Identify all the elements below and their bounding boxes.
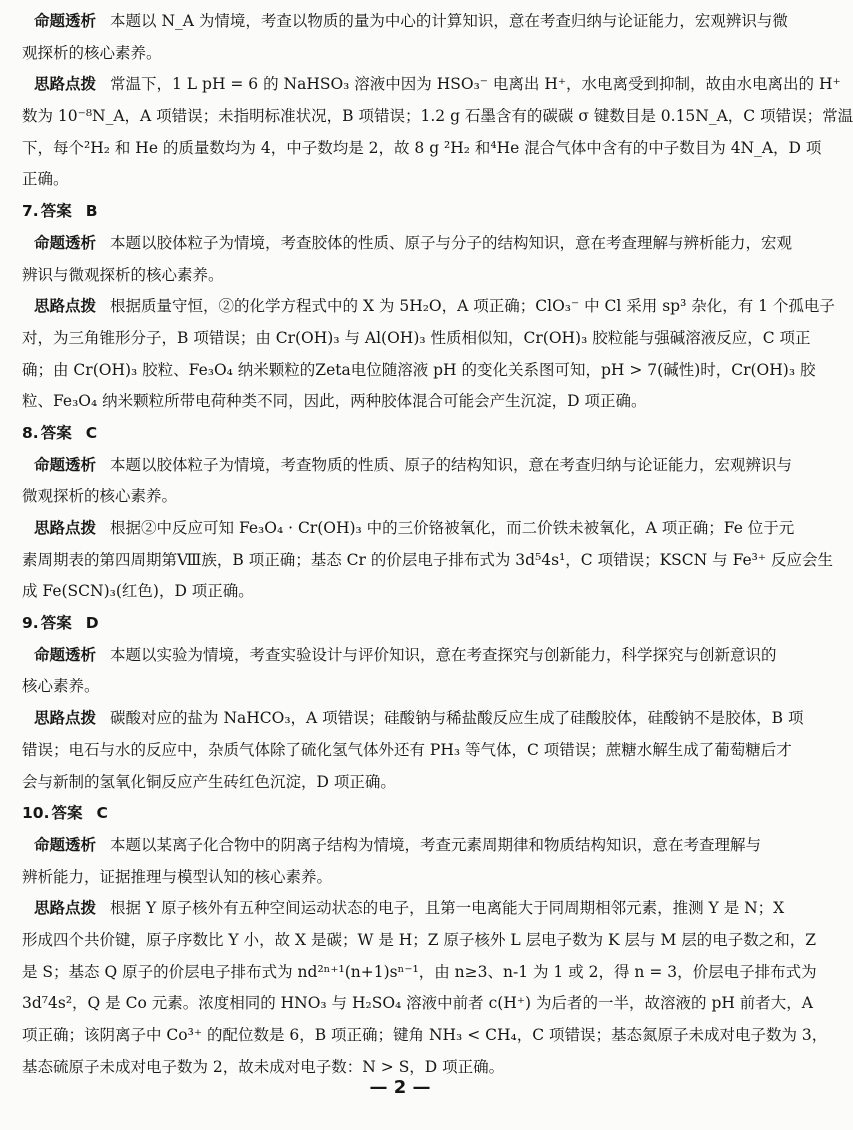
q10-analysis-text: 本题以某离子化合物中的阴离子结构为情境，考查元素周期律和物质结构知识，意在考查理解与 <box>110 835 762 854</box>
q10-hint-line-2: 形成四个共价键，原子序数比 Y 小，故 X 是碳；W 是 H；Z 原子核外 L 层电子数为 K 层与 M 层的电子数之和，Z <box>22 930 817 949</box>
q6-hint-line-2: 数为 10⁻⁸N_A，A 项错误；未指明标准状况，B 项错误；1.2 g 石墨含有的碳碳 σ 键数目是 0.15N_A，C 项错误；常温 <box>22 107 853 126</box>
q9-analysis-line-1 <box>22 640 777 672</box>
q10-hint-text: 根据 Y 原子核外有五种空间运动状态的电子，且第一电离能大于同周期相邻元素，推测 Y 是 N；X <box>110 899 785 918</box>
q8-analysis-text: 本题以胶体粒子为情境，考查物质的性质、原子的结构知识，意在考查归纳与论证能力，宏观辨识与 <box>110 455 793 474</box>
q6-hint-text: 常温下，1 L pH = 6 的 NaHSO₃ 溶液中因为 HSO₃⁻ 电离出 H⁺，水电离受到抑制，故由水电离出的 H⁺ <box>110 75 841 94</box>
q10-hint-line-1 <box>22 893 785 925</box>
q10-hint-line-4: 3d⁷4s²，Q 是 Co 元素。浓度相同的 HNO₃ 与 H₂SO₄ 溶液中前者 c(H⁺) 为后者的一半，故溶液的 pH 前者大，A <box>22 994 814 1013</box>
q8-answer-heading <box>22 418 760 450</box>
q7-hint-line-1 <box>22 291 835 323</box>
q7-analysis-label: 命题透析 <box>34 233 97 252</box>
q7-answer-heading <box>22 196 760 228</box>
q7-answer-value: B <box>85 202 98 221</box>
q9-answer-heading <box>22 608 760 640</box>
q10-analysis-line-2: 辨析能力，证据推理与模型认知的核心素养。 <box>22 867 333 886</box>
q8-hint-line-2: 素周期表的第四周期第Ⅷ族，B 项正确；基态 Cr 的价层电子排布式为 3d⁵4s¹，C 项错误；KSCN 与 Fe³⁺ 反应会生 <box>22 550 833 569</box>
q7-hint-label: 思路点拨 <box>34 297 97 316</box>
q9-analysis-text: 本题以实验为情境，考查实验设计与评价知识，意在考查探究与创新能力，科学探究与创新意识的 <box>110 645 777 664</box>
q9-analysis-line-2: 核心素养。 <box>22 677 100 696</box>
q9-analysis-label: 命题透析 <box>34 645 97 664</box>
q8-analysis-line-1 <box>22 450 793 482</box>
q6-analysis-label: 命题透析 <box>34 12 97 30</box>
q8-hint-line-1 <box>22 513 795 545</box>
q10-hint-line-3: 是 S；基态 Q 原子的价层电子排布式为 nd²ⁿ⁺¹(n+1)sⁿ⁻¹，由 n≥3、n-1 为 1 或 2，得 n = 3，价层电子排布式为 <box>22 962 817 981</box>
q7-analysis-text: 本题以胶体粒子为情境，考查胶体的性质、原子与分子的结构知识，意在考查理解与辨析能力，宏观 <box>110 233 793 252</box>
q6-analysis-line-1 <box>22 6 788 38</box>
q9-answer-label: 答案 <box>40 614 72 633</box>
q9-hint-line-3: 会与新制的氢氧化铜反应产生砖红色沉淀，D 项正确。 <box>22 772 396 791</box>
q6-analysis-line-2: 观探析的核心素养。 <box>22 43 162 62</box>
q10-answer-heading <box>22 798 760 830</box>
q7-analysis-line-2: 辨识与微观探析的核心素养。 <box>22 265 224 284</box>
q8-hint-text: 根据②中反应可知 Fe₃O₄ · Cr(OH)₃ 中的三价铬被氧化，而二价铁未被氧化，A 项正确；Fe 位于元 <box>110 519 795 537</box>
q8-analysis-line-2: 微观探析的核心素养。 <box>22 487 178 506</box>
q10-analysis-line-1 <box>22 830 760 862</box>
page-number: — 2 — <box>369 1077 431 1098</box>
q10-hint-line-5: 项正确；该阴离子中 Co³⁺ 的配位数是 6，B 项正确；键角 NH₃ < CH₄，C 项错误；基态氮原子未成对电子数为 3， <box>22 1026 828 1044</box>
q6-hint-line-3: 下，每个²H₂ 和 He 的质量数均为 4，中子数均是 2，故 8 g ²H₂ 和⁴He 混合气体中含有的中子数目为 4N_A，D 项 <box>22 138 822 157</box>
q10-hint-line-6: 基态硫原子未成对电子数为 2，故未成对电子数：N > S，D 项正确。 <box>22 1057 505 1076</box>
q10-hint-label: 思路点拨 <box>34 899 97 918</box>
q7-hint-text: 根据质量守恒，②的化学方程式中的 X 为 5H₂O，A 项正确；ClO₃⁻ 中 Cl 采用 sp³ 杂化，有 1 个孤电子 <box>110 297 835 316</box>
q9-hint-text: 碳酸对应的盐为 NaHCO₃，A 项错误；硅酸钠与稀盐酸反应生成了硅酸胶体，硅酸钠不是胶体，B 项 <box>110 709 804 728</box>
q7-hint-line-4: 粒、Fe₃O₄ 纳米颗粒所带电荷种类不同，因此，两种胶体混合可能会产生沉淀，D 项正确。 <box>22 392 647 411</box>
q8-answer-value: C <box>85 423 98 442</box>
q10-number: 10. <box>22 804 50 823</box>
q6-hint-label: 思路点拨 <box>34 75 97 94</box>
q8-answer-label: 答案 <box>40 423 72 442</box>
q7-hint-line-3: 确；由 Cr(OH)₃ 胶粒、Fe₃O₄ 纳米颗粒的Zeta电位随溶液 pH 的变化关系图可知，pH > 7(碱性)时，Cr(OH)₃ 胶 <box>22 360 816 379</box>
q6-analysis-text: 本题以 N_A 为情境，考查以物质的量为中心的计算知识，意在考查归纳与论证能力，宏观辨识与微 <box>110 12 788 30</box>
q6-hint-line-4: 正确。 <box>22 170 69 189</box>
q10-analysis-label: 命题透析 <box>34 835 97 854</box>
q7-hint-line-2: 对，为三角锥形分子，B 项错误；由 Cr(OH)₃ 与 Al(OH)₃ 性质相似知，Cr(OH)₃ 胶粒能与强碱溶液反应，C 项正 <box>22 328 811 347</box>
q10-answer-value: C <box>96 804 108 823</box>
q7-answer-label: 答案 <box>40 202 72 221</box>
q9-number: 9. <box>22 614 39 633</box>
q9-hint-line-1 <box>22 703 804 735</box>
q8-number: 8. <box>22 423 39 442</box>
q8-hint-label: 思路点拨 <box>34 519 97 537</box>
q8-analysis-label: 命题透析 <box>34 455 97 474</box>
q6-hint-line-1 <box>22 69 841 101</box>
q7-analysis-line-1 <box>22 228 793 260</box>
q9-hint-line-2: 错误；电石与水的反应中，杂质气体除了硫化氢气体外还有 PH₃ 等气体，C 项错误；蔗糖水解生成了葡萄糖后才 <box>22 740 792 759</box>
q8-hint-line-3: 成 Fe(SCN)₃(红色)，D 项正确。 <box>22 582 254 601</box>
q7-number: 7. <box>22 202 39 221</box>
q9-answer-value: D <box>85 614 99 633</box>
q10-answer-label: 答案 <box>51 804 83 823</box>
q9-hint-label: 思路点拨 <box>34 709 97 728</box>
